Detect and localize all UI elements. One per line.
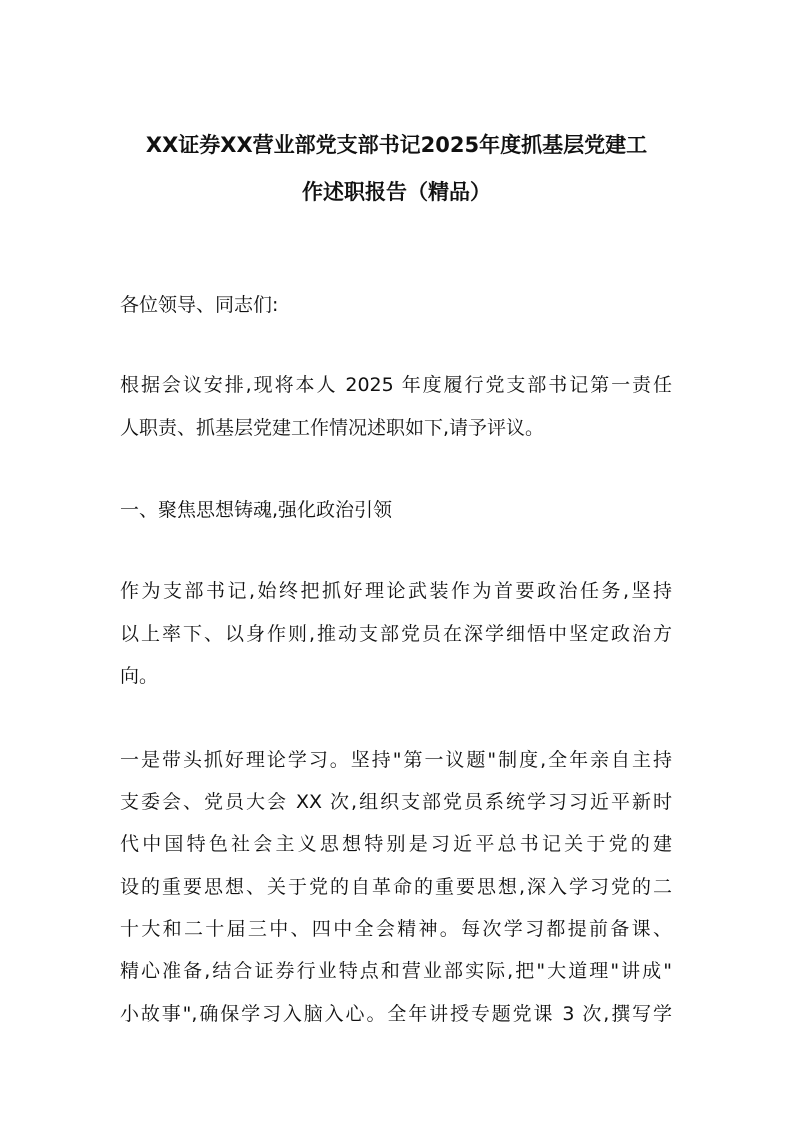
text-line: 向。 bbox=[120, 665, 159, 687]
text-line: 十大和二十届三中、四中全会精神。每次学习都提前备课、 bbox=[120, 918, 672, 940]
text-line: 一是带头抓好理论学习。坚持"第一议题"制度,全年亲自主持 bbox=[120, 749, 672, 771]
text-line: 以上率下、以身作则,推动支部党员在深学细悟中坚定政治方 bbox=[120, 623, 672, 645]
text-line: 根据会议安排,现将本人 2025 年度履行党支部书记第一责任 bbox=[120, 374, 672, 396]
greeting: 各位领导、同志们: bbox=[120, 294, 279, 316]
title-line: 作述职报告（精品） bbox=[302, 180, 491, 204]
text-line: 作为支部书记,始终把抓好理论武装作为首要政治任务,坚持 bbox=[120, 580, 672, 602]
text-line: 代中国特色社会主义思想特别是习近平总书记关于党的建 bbox=[120, 833, 672, 855]
text-line: 精心准备,结合证券行业特点和营业部实际,把"大道理"讲成" bbox=[120, 960, 672, 982]
title-line: XX证券XX营业部党支部书记2025年度抓基层党建工 bbox=[145, 133, 648, 157]
text-line: 支委会、党员大会 XX 次,组织支部党员系统学习习近平新时 bbox=[120, 791, 672, 813]
section-heading: 一、聚焦思想铸魂,强化政治引领 bbox=[120, 499, 393, 521]
text-line: 设的重要思想、关于党的自革命的重要思想,深入学习党的二 bbox=[120, 876, 672, 898]
text-line: 小故事",确保学习入脑入心。全年讲授专题党课 3 次,撰写学 bbox=[120, 1003, 672, 1025]
text-line: 人职责、抓基层党建工作情况述职如下,请予评议。 bbox=[120, 417, 545, 439]
